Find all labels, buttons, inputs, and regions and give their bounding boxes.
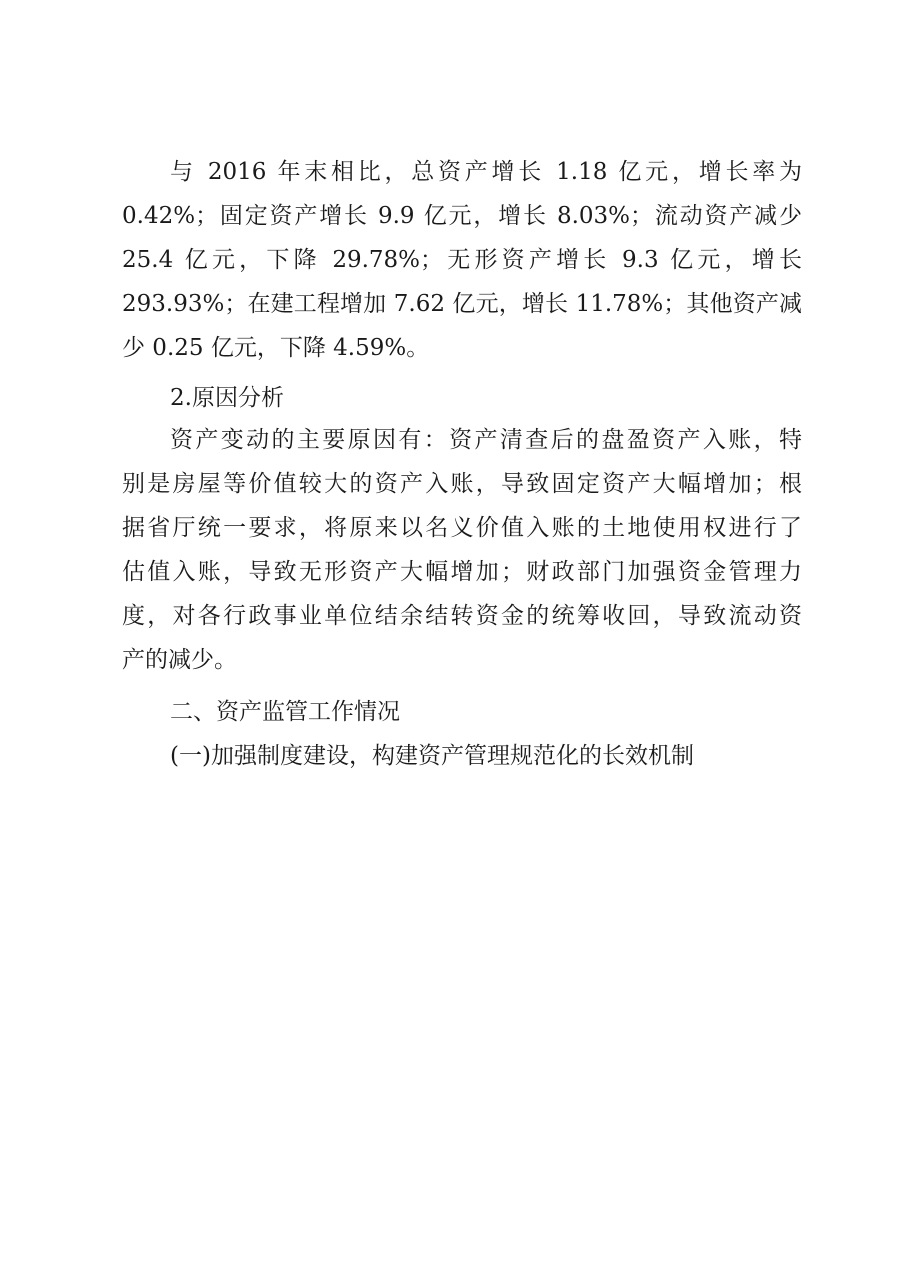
paragraph-line: 少 0.25 亿元，下降 4.59%。 [122,335,430,361]
paragraph-line: 据省厅统一要求，将原来以名义价值入账的土地使用权进行了 [122,515,802,541]
paragraph-line: 别是房屋等价值较大的资产入账，导致固定资产大幅增加；根 [122,471,802,497]
paragraph-asset-change [122,150,802,370]
heading-subsection-one: (一)加强制度建设，构建资产管理规范化的长效机制 [170,743,694,769]
paragraph-line: 度，对各行政事业单位结余结转资金的统筹收回，导致流动资 [122,603,802,629]
heading-section-two: 二、资产监管工作情况 [170,699,400,725]
heading-reason-analysis: 2.原因分析 [170,385,284,411]
paragraph-line: 与 2016 年末相比，总资产增长 1.18 亿元，增长率为 [170,159,802,185]
paragraph-line: 资产变动的主要原因有：资产清查后的盘盈资产入账，特 [170,427,802,453]
paragraph-reasons [122,418,802,682]
paragraph-line: 估值入账，导致无形资产大幅增加；财政部门加强资金管理力 [122,559,802,585]
paragraph-line: 25.4 亿元，下降 29.78%；无形资产增长 9.3 亿元，增长 [122,247,802,273]
paragraph-line: 产的减少。 [122,647,237,673]
paragraph-line: 0.42%；固定资产增长 9.9 亿元，增长 8.03%；流动资产减少 [122,203,802,229]
paragraph-line: 293.93%；在建工程增加 7.62 亿元，增长 11.78%；其他资产减 [122,291,802,317]
